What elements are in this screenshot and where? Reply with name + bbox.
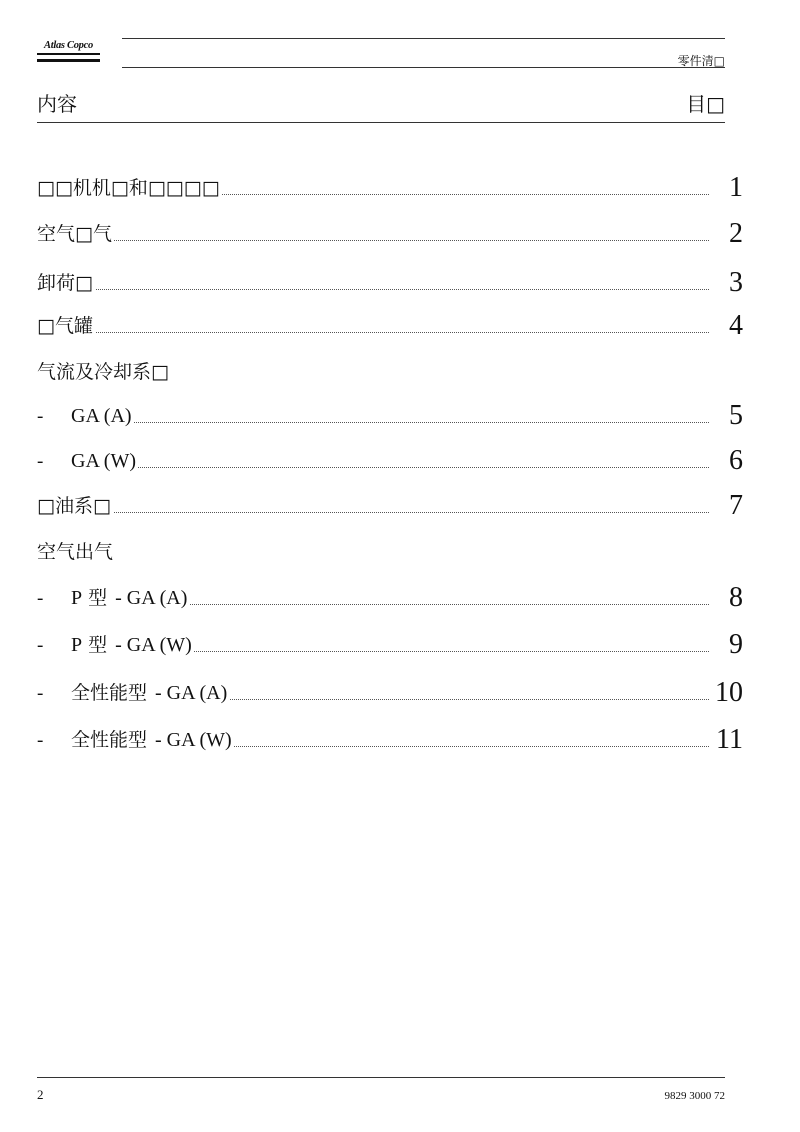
toc-entry-label (37, 491, 113, 518)
toc-title: 全性能型 (71, 729, 148, 751)
toc-entry-label (37, 450, 138, 473)
toc-dash: - (37, 730, 44, 751)
toc-entry[interactable] (37, 488, 743, 522)
toc-entry[interactable] (37, 398, 743, 432)
toc-page-number: 9 (725, 629, 743, 661)
toc-model: - GA (A) (155, 682, 228, 704)
logo-bar (37, 59, 100, 62)
toc-entry-label (37, 268, 95, 295)
toc-model: - GA (A) (115, 587, 188, 609)
toc-entry-label (37, 357, 171, 384)
dot-leader (37, 422, 709, 423)
dot-leader (37, 240, 709, 241)
footer-rule (37, 1077, 725, 1078)
toc-model: GA (W) (71, 450, 136, 472)
toc-model: - GA (W) (115, 634, 192, 656)
toc-model: GA (A) (71, 405, 132, 427)
toc-title: 全性能型 (71, 682, 148, 704)
toc-entry-label (37, 630, 194, 657)
dot-leader (37, 289, 709, 290)
toc-page-number: 3 (725, 267, 743, 299)
toc-entry[interactable] (37, 443, 743, 477)
toc-page-number: 11 (712, 724, 743, 756)
toc-page-number: 5 (725, 400, 743, 432)
toc-entry-label (37, 405, 134, 428)
toc-entry-label (37, 725, 234, 752)
toc-entry[interactable] (37, 216, 743, 250)
toc-dash: - (37, 588, 44, 609)
toc-prefix: P (71, 634, 83, 656)
logo-text: Atlas Copco (44, 40, 93, 51)
toc-entry-label (37, 583, 189, 610)
toc-page-number: 2 (725, 218, 743, 250)
toc-page-number: 10 (711, 677, 743, 709)
toc-dash: - (37, 635, 44, 656)
toc-entry-label (37, 537, 115, 564)
page-title-right: 目□ (686, 92, 725, 116)
header-rule (122, 67, 725, 68)
toc-entry-label (37, 678, 229, 705)
toc-entry[interactable] (37, 265, 743, 299)
toc-dash: - (37, 683, 44, 704)
toc-title: 卸荷□ (37, 272, 93, 294)
dot-leader (37, 332, 709, 333)
toc-dash: - (37, 451, 44, 472)
document-type: 零件清□ (677, 54, 725, 68)
toc-title: 气流及冷却系□ (37, 361, 169, 383)
toc-entry-label (37, 311, 95, 338)
page-number: 2 (37, 1087, 44, 1102)
toc-entry[interactable] (37, 354, 743, 388)
logo-bar (37, 53, 100, 55)
toc-entry-label (37, 219, 114, 246)
toc-model: - GA (W) (155, 729, 232, 751)
header-top-rule (122, 38, 725, 39)
toc-title: □□机机□和□□□□ (37, 177, 220, 199)
title-rule (37, 122, 725, 123)
toc-page-number: 8 (725, 582, 743, 614)
document-code: 9829 3000 72 (664, 1090, 725, 1102)
toc-page-number: 6 (725, 445, 743, 477)
toc-page-number: 4 (725, 310, 743, 342)
toc-entry[interactable] (37, 534, 743, 568)
toc-entry[interactable] (37, 627, 743, 661)
toc-title: 空气出气 (37, 541, 114, 563)
toc-entry-label (37, 173, 222, 200)
toc-title: 型 (88, 634, 108, 656)
toc-entry[interactable] (37, 722, 743, 756)
atlas-copco-logo (37, 40, 100, 68)
page-title-left: 内容 (37, 92, 77, 116)
toc-title: 空气□气 (37, 223, 112, 245)
toc-entry[interactable] (37, 308, 743, 342)
toc-page-number: 7 (725, 490, 743, 522)
toc-entry[interactable] (37, 170, 743, 204)
toc-prefix: P (71, 587, 83, 609)
dot-leader (37, 512, 709, 513)
toc-title: □油系□ (37, 495, 111, 517)
toc-title: □气罐 (37, 315, 93, 337)
toc-entry[interactable] (37, 675, 743, 709)
toc-page-number: 1 (725, 172, 743, 204)
toc-entry[interactable] (37, 580, 743, 614)
toc-title: 型 (88, 587, 108, 609)
toc-dash: - (37, 406, 44, 427)
